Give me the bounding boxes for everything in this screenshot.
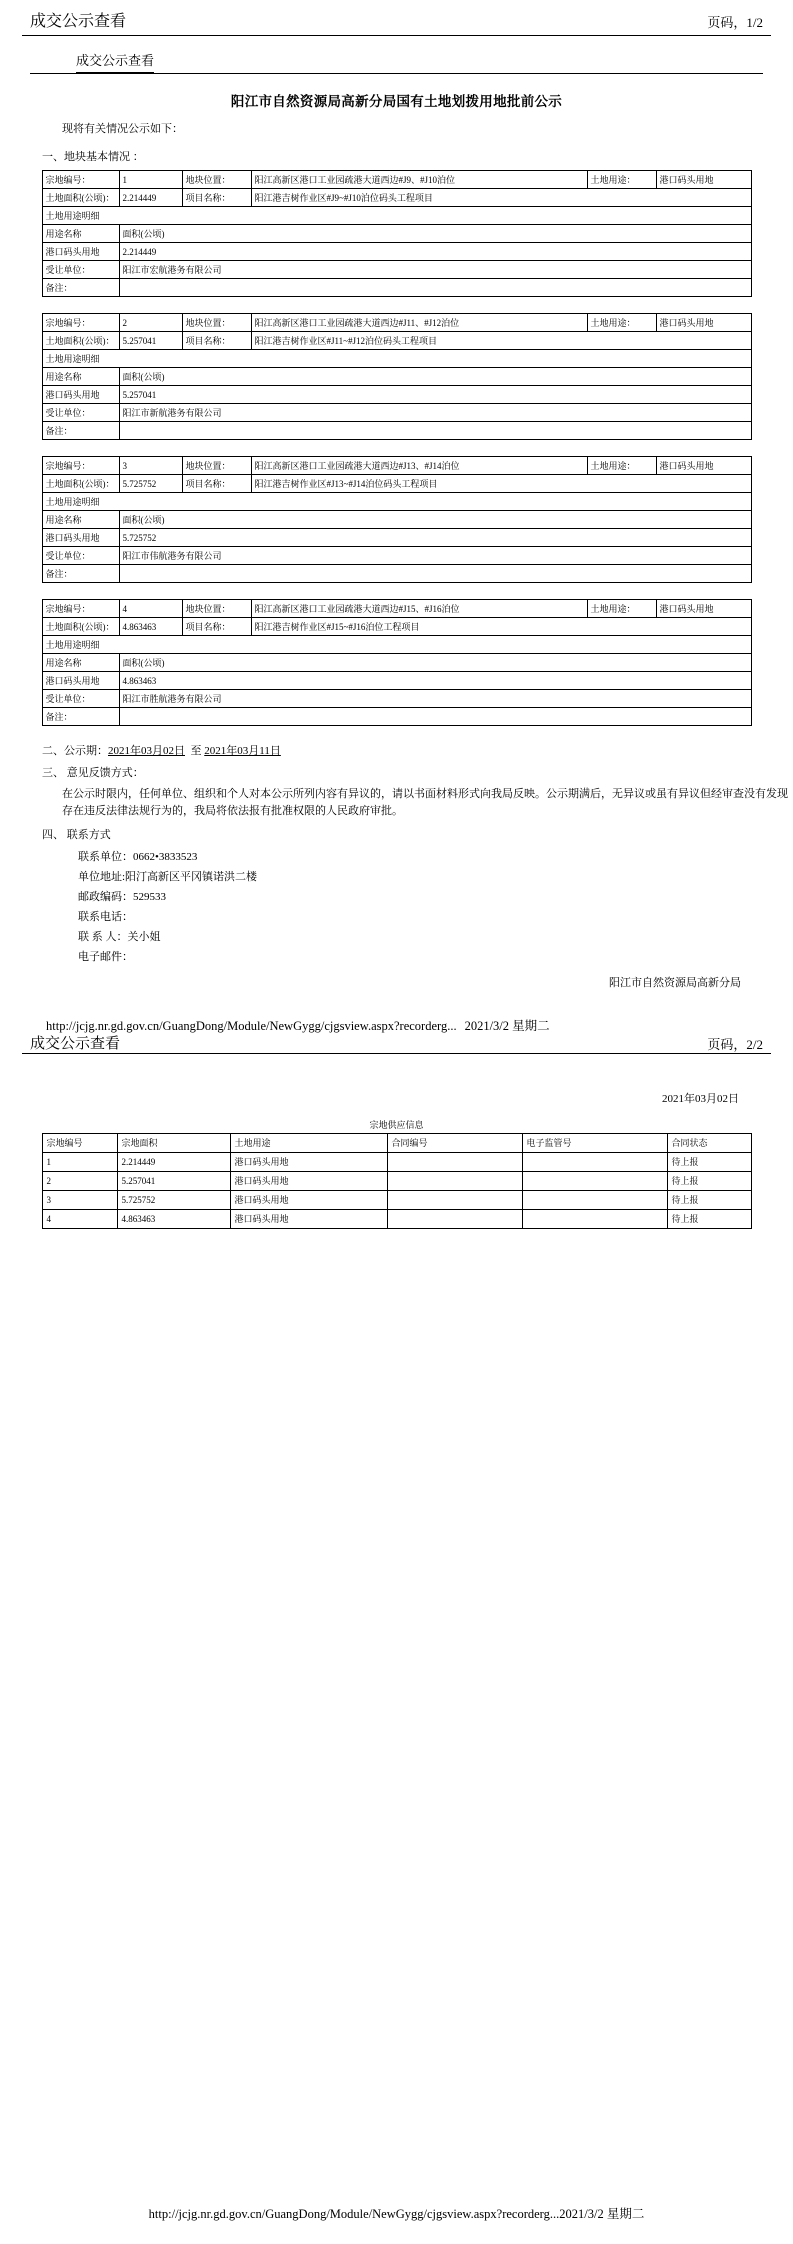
label-area: 土地面积(公顷)： — [42, 475, 119, 493]
table-row — [42, 529, 751, 547]
section-1-title: 一、地块基本情况 ： — [42, 151, 144, 163]
table-row — [42, 386, 751, 404]
label-remark: 备注： — [42, 708, 119, 726]
cell-parcel-area: 5.725752 — [117, 1191, 230, 1210]
label-area: 土地面积(公顷)： — [42, 618, 119, 636]
table-row — [42, 690, 751, 708]
label-grantee: 受让单位： — [42, 261, 119, 279]
cell-contract-status: 待上报 — [667, 1191, 751, 1210]
table-row — [42, 547, 751, 565]
value-project-name: 阳江港吉树作业区#J11~#J12泊位码头工程项目 — [251, 332, 751, 350]
column-header-contract-no: 合同编号 — [387, 1134, 522, 1153]
supply-table-title: 宗地供应信息 — [369, 1120, 424, 1130]
label-parcel-no: 宗地编号： — [42, 457, 119, 475]
value-location: 阳江高新区港口工业园疏港大道西边#J15、#J16泊位 — [251, 600, 587, 618]
cell-contract-no — [387, 1191, 522, 1210]
label-purpose-name: 用途名称 — [42, 368, 119, 386]
cell-land-use: 港口码头用地 — [230, 1210, 387, 1229]
issuing-authority: 阳江市自然资源局高新分局 — [609, 977, 741, 989]
value-port-land-area: 5.725752 — [119, 529, 751, 547]
label-project-name: 项目名称： — [182, 189, 251, 207]
label-grantee: 受让单位： — [42, 404, 119, 422]
label-grantee: 受让单位： — [42, 547, 119, 565]
label-project-name: 项目名称： — [182, 475, 251, 493]
label-land-detail: 土地用途明细 — [42, 493, 751, 511]
cell-supervision-no — [522, 1210, 667, 1229]
page2-date: 2021年03月02日 — [662, 1093, 739, 1105]
table-row — [42, 207, 751, 225]
table-row — [42, 654, 751, 672]
label-area: 土地面积(公顷)： — [42, 189, 119, 207]
value-parcel-no: 4 — [119, 600, 182, 618]
table-row — [42, 279, 751, 297]
cell-contract-status: 待上报 — [667, 1172, 751, 1191]
table-row — [42, 475, 751, 493]
cell-contract-no — [387, 1153, 522, 1172]
publicity-date-to: 2021年03月11日 — [204, 745, 281, 757]
label-project-name: 项目名称： — [182, 618, 251, 636]
value-land-use: 港口码头用地 — [656, 171, 751, 189]
value-grantee: 阳江市宏航港务有限公司 — [119, 261, 751, 279]
cell-contract-no — [387, 1172, 522, 1191]
tab-divider — [30, 73, 763, 74]
value-area: 5.725752 — [119, 475, 182, 493]
table-row — [42, 243, 751, 261]
cell-parcel-no: 3 — [42, 1191, 117, 1210]
header-title: 成交公示查看 — [30, 13, 127, 30]
section-2-publicity-period — [0, 742, 793, 758]
table-row — [42, 171, 751, 189]
value-port-land-area: 2.214449 — [119, 243, 751, 261]
table-row — [42, 511, 751, 529]
page2-page-number: 页码，2/2 — [707, 1037, 763, 1052]
header-page-number: 页码，1/2 — [707, 15, 763, 30]
page2-footer — [0, 2204, 793, 2222]
doc-tab-label: 成交公示查看 — [76, 50, 154, 73]
label-port-land: 港口码头用地 — [42, 386, 119, 404]
table-row — [42, 1153, 751, 1172]
cell-parcel-area: 4.863463 — [117, 1210, 230, 1229]
value-location: 阳江高新区港口工业园疏港大道西边#J9、#J10泊位 — [251, 171, 587, 189]
label-remark: 备注： — [42, 422, 119, 440]
contact-postcode: 邮政编码：529533 — [78, 891, 166, 903]
parcel-table-1 — [42, 170, 752, 297]
cell-parcel-area: 5.257041 — [117, 1172, 230, 1191]
table-row — [42, 332, 751, 350]
label-land-use: 土地用途： — [587, 171, 656, 189]
table-row — [42, 261, 751, 279]
table-row — [42, 672, 751, 690]
page-header — [0, 0, 793, 35]
cell-contract-no — [387, 1210, 522, 1229]
footer-date: 2021/3/2 星期二 — [559, 2207, 645, 2221]
value-project-name: 阳江港吉树作业区#J9~#J10泊位码头工程项目 — [251, 189, 751, 207]
parcel-table-4 — [42, 599, 752, 726]
column-header-land-use: 土地用途 — [230, 1134, 387, 1153]
page-title: 阳江市自然资源局高新分局国有土地划拨用地批前公示 — [230, 94, 563, 109]
table-row — [42, 1172, 751, 1191]
footer-url-link[interactable]: http://jcjg.nr.gd.gov.cn/GuangDong/Module/NewGygg/cjgsview.aspx?recorderg... — [148, 2207, 560, 2221]
value-land-use: 港口码头用地 — [656, 314, 751, 332]
table-row — [42, 189, 751, 207]
value-remark — [119, 422, 751, 440]
cell-supervision-no — [522, 1153, 667, 1172]
value-purpose-name: 面积(公顷) — [119, 654, 751, 672]
label-location: 地块位置： — [182, 600, 251, 618]
table-row — [42, 1210, 751, 1229]
table-row — [42, 457, 751, 475]
supply-table — [42, 1133, 752, 1229]
label-purpose-name: 用途名称 — [42, 511, 119, 529]
value-remark — [119, 708, 751, 726]
label-remark: 备注： — [42, 279, 119, 297]
label-purpose-name: 用途名称 — [42, 654, 119, 672]
table-row — [42, 368, 751, 386]
cell-land-use: 港口码头用地 — [230, 1172, 387, 1191]
column-header-supervision-no: 电子监管号 — [522, 1134, 667, 1153]
cell-parcel-area: 2.214449 — [117, 1153, 230, 1172]
value-project-name: 阳江港吉树作业区#J15~#J16泊位工程项目 — [251, 618, 751, 636]
footer-url-link[interactable]: http://jcjg.nr.gd.gov.cn/GuangDong/Module/NewGygg/cjgsview.aspx?recorderg... — [46, 1019, 457, 1033]
label-location: 地块位置： — [182, 171, 251, 189]
value-grantee: 阳江市胜航港务有限公司 — [119, 690, 751, 708]
label-parcel-no: 宗地编号： — [42, 600, 119, 618]
table-row — [42, 600, 751, 618]
value-area: 5.257041 — [119, 332, 182, 350]
cell-contract-status: 待上报 — [667, 1210, 751, 1229]
cell-supervision-no — [522, 1191, 667, 1210]
value-area: 2.214449 — [119, 189, 182, 207]
label-parcel-no: 宗地编号： — [42, 314, 119, 332]
parcel-table-2 — [42, 313, 752, 440]
footer-date: 2021/3/2 星期二 — [464, 1019, 550, 1033]
value-area: 4.863463 — [119, 618, 182, 636]
column-header-parcel-area: 宗地面积 — [117, 1134, 230, 1153]
table-row — [42, 636, 751, 654]
label-location: 地块位置： — [182, 457, 251, 475]
cell-contract-status: 待上报 — [667, 1153, 751, 1172]
value-parcel-no: 1 — [119, 171, 182, 189]
page2-header — [0, 1032, 793, 1053]
label-port-land: 港口码头用地 — [42, 243, 119, 261]
value-parcel-no: 2 — [119, 314, 182, 332]
label-port-land: 港口码头用地 — [42, 672, 119, 690]
page2-header-divider — [22, 1053, 771, 1054]
page2-header-title: 成交公示查看 — [30, 1036, 121, 1052]
intro-text: 现将有关情况公示如下： — [62, 123, 183, 135]
section-3-title: 三、 意见反馈方式： — [42, 767, 144, 779]
label-location: 地块位置： — [182, 314, 251, 332]
table-row — [42, 493, 751, 511]
value-land-use: 港口码头用地 — [656, 457, 751, 475]
column-header-contract-status: 合同状态 — [667, 1134, 751, 1153]
value-location: 阳江高新区港口工业园疏港大道西边#J13、#J14泊位 — [251, 457, 587, 475]
label-remark: 备注： — [42, 565, 119, 583]
table-row — [42, 314, 751, 332]
value-port-land-area: 4.863463 — [119, 672, 751, 690]
label-area: 土地面积(公顷)： — [42, 332, 119, 350]
value-grantee: 阳江市新航港务有限公司 — [119, 404, 751, 422]
cell-parcel-no: 4 — [42, 1210, 117, 1229]
label-purpose-name: 用途名称 — [42, 225, 119, 243]
table-row — [42, 404, 751, 422]
cell-parcel-no: 1 — [42, 1153, 117, 1172]
value-grantee: 阳江市伟航港务有限公司 — [119, 547, 751, 565]
value-project-name: 阳江港吉树作业区#J13~#J14泊位码头工程项目 — [251, 475, 751, 493]
cell-parcel-no: 2 — [42, 1172, 117, 1191]
table-row — [42, 708, 751, 726]
value-remark — [119, 279, 751, 297]
label-land-use: 土地用途： — [587, 314, 656, 332]
value-parcel-no: 3 — [119, 457, 182, 475]
label-land-detail: 土地用途明细 — [42, 636, 751, 654]
cell-supervision-no — [522, 1172, 667, 1191]
table-row — [42, 350, 751, 368]
section-2-prefix: 二、公示期： — [42, 745, 108, 757]
table-row — [42, 422, 751, 440]
value-port-land-area: 5.257041 — [119, 386, 751, 404]
contact-unit: 联系单位：0662•3833523 — [78, 851, 198, 863]
label-project-name: 项目名称： — [182, 332, 251, 350]
value-purpose-name: 面积(公顷) — [119, 368, 751, 386]
section-3-body: 在公示时限内，任何单位、组织和个人对本公示所列内容有异议的，请以书面材料形式向我局反映。公示期满后，无异议或虽有异议但经审查没有发现存在违反法律法规行为的，我局将依法报有批准权限的人民政府审批。 — [62, 788, 788, 817]
table-row — [42, 565, 751, 583]
contact-phone: 联系电话： — [78, 911, 133, 923]
column-header-parcel-no: 宗地编号 — [42, 1134, 117, 1153]
contact-email: 电子邮件： — [78, 951, 133, 963]
label-port-land: 港口码头用地 — [42, 529, 119, 547]
table-row — [42, 618, 751, 636]
contact-person: 联 系 人：关小姐 — [78, 931, 161, 943]
label-land-use: 土地用途： — [587, 600, 656, 618]
label-land-use: 土地用途： — [587, 457, 656, 475]
cell-land-use: 港口码头用地 — [230, 1153, 387, 1172]
section-4-title: 四、 联系方式 — [42, 829, 111, 841]
value-location: 阳江高新区港口工业园疏港大道西边#J11、#J12泊位 — [251, 314, 587, 332]
cell-land-use: 港口码头用地 — [230, 1191, 387, 1210]
contact-address: 单位地址:阳汀高新区平冈镇诺洪二楼 — [78, 871, 258, 883]
value-remark — [119, 565, 751, 583]
table-row — [42, 1191, 751, 1210]
publicity-date-from: 2021年03月02日 — [108, 745, 185, 757]
table-row — [42, 225, 751, 243]
label-land-detail: 土地用途明细 — [42, 207, 751, 225]
section-2-mid: 至 — [190, 745, 202, 757]
parcel-table-3 — [42, 456, 752, 583]
value-purpose-name: 面积(公顷) — [119, 225, 751, 243]
value-land-use: 港口码头用地 — [656, 600, 751, 618]
label-grantee: 受让单位： — [42, 690, 119, 708]
label-land-detail: 土地用途明细 — [42, 350, 751, 368]
label-parcel-no: 宗地编号： — [42, 171, 119, 189]
value-purpose-name: 面积(公顷) — [119, 511, 751, 529]
table-header-row — [42, 1134, 751, 1153]
